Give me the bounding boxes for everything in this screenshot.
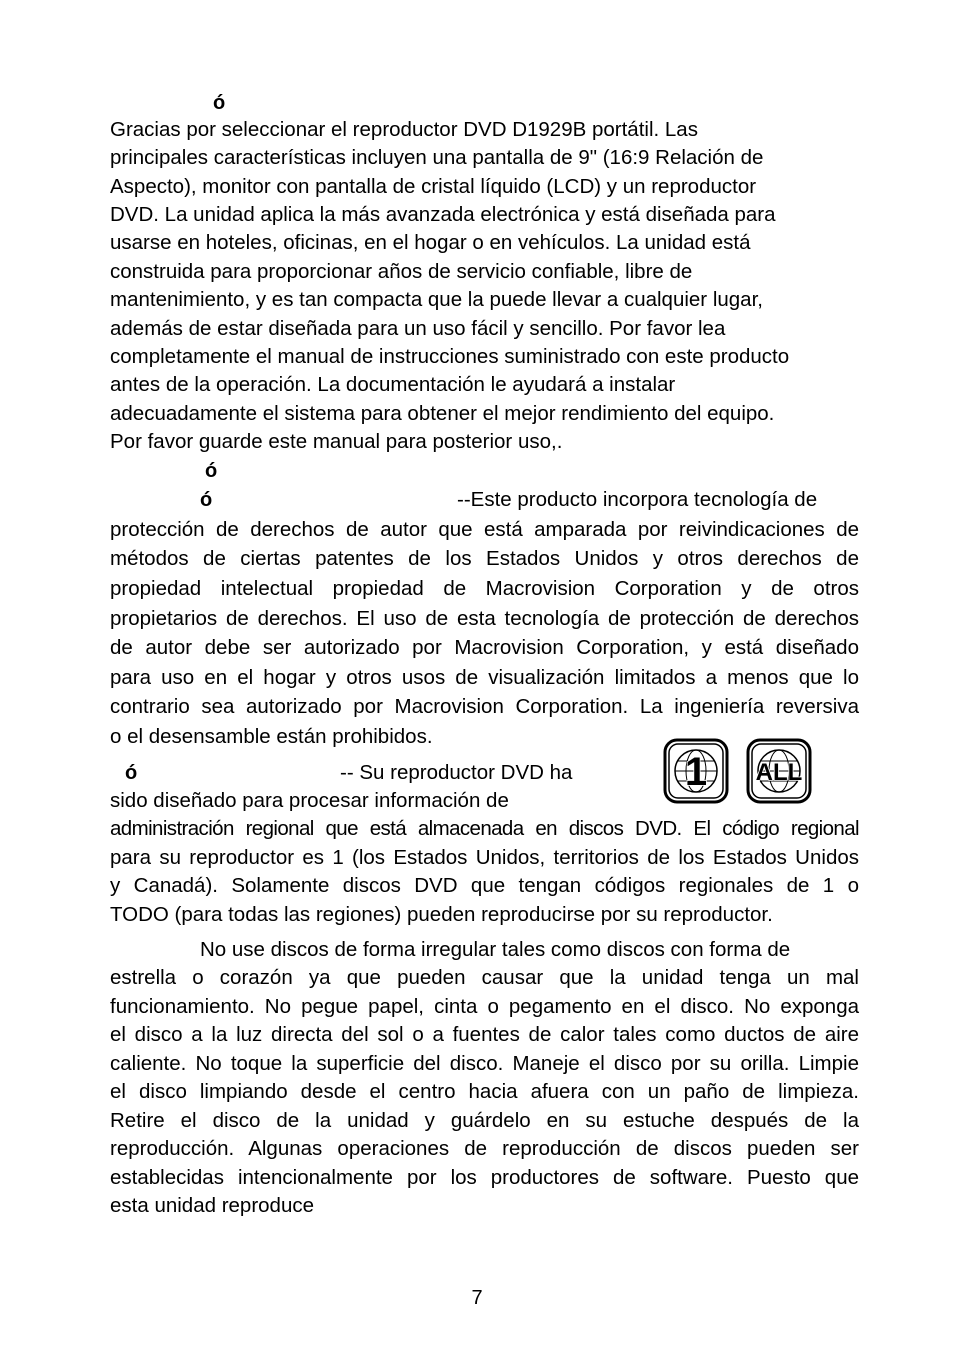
copyright-line: o el desensamble están prohibidos. <box>110 725 433 748</box>
intro-line: antes de la operación. La documentación le ayudará a instalar <box>110 373 676 396</box>
page-number: 7 <box>471 1287 483 1309</box>
region-first-line: -- Su reproductor DVD ha <box>340 761 573 784</box>
discs-line: caliente. No toque la superficie del disco. Maneje el disco por su orilla. Limpie <box>110 1052 859 1075</box>
copyright-line: propietarios de derechos. El uso de esta tecnología de protección de derechos <box>110 607 859 630</box>
discs-line: el disco limpiando desde el centro hacia afuera con un paño de limpieza. <box>110 1080 859 1103</box>
region-1-globe-icon <box>663 738 729 804</box>
region-line: administración regional que está almacenada en discos DVD. El código regional <box>110 817 859 840</box>
region-all-label: ALL <box>755 759 803 786</box>
copyright-first-line: --Este producto incorpora tecnología de <box>457 488 818 511</box>
copyright-line: métodos de ciertas patentes de los Estados Unidos y otros derechos de <box>110 547 859 570</box>
discs-first-line: No use discos de forma irregular tales como discos con forma de <box>200 938 791 961</box>
region-line: TODO (para todas las regiones) pueden reproducirse por su reproductor. <box>110 903 773 926</box>
region-heading: ó <box>125 762 138 784</box>
copyright-line: contrario sea autorizado por Macrovision Corporation. La ingeniería reversiva <box>110 695 859 718</box>
intro-line: mantenimiento, y es tan compacta que la puede llevar a cualquier lugar, <box>110 288 763 311</box>
region-all-globe-icon <box>746 738 812 804</box>
intro-line: usarse en hoteles, oficinas, en el hogar o en vehículos. La unidad está <box>110 231 751 254</box>
region-line: y Canadá). Solamente discos DVD que tengan códigos regionales de 1 o <box>110 874 859 897</box>
discs-line: esta unidad reproduce <box>110 1194 315 1217</box>
intro-line: Por favor guarde este manual para posterior uso,. <box>110 430 563 453</box>
intro-line: adecuadamente el sistema para obtener el mejor rendimiento del equipo. <box>110 402 775 425</box>
discs-line: establecidas intencionalmente por los productores de software. Puesto que <box>110 1166 859 1189</box>
intro-line: Aspecto), monitor con pantalla de cristal líquido (LCD) y un reproductor <box>110 175 757 198</box>
intro-line: principales características incluyen una pantalla de 9" (16:9 Relación de <box>110 146 764 169</box>
intro-line: además de estar diseñada para un uso fácil y sencillo. Por favor lea <box>110 317 726 340</box>
intro-heading: ó <box>213 92 226 114</box>
precautions-heading: ó <box>205 460 218 482</box>
copyright-line: de autor debe ser autorizado por Macrovision Corporation, y está diseñado <box>110 636 859 659</box>
intro-line: Gracias por seleccionar el reproductor DVD D1929B portátil. Las <box>110 118 698 141</box>
region-1-label: 1 <box>684 750 708 794</box>
intro-line: DVD. La unidad aplica la más avanzada electrónica y está diseñada para <box>110 203 776 226</box>
copyright-heading: ó <box>200 489 213 511</box>
region-second-line: sido diseñado para procesar información de <box>110 789 509 812</box>
discs-line: reproducción. Algunas operaciones de reproducción de discos pueden ser <box>110 1137 859 1160</box>
discs-line: estrella o corazón ya que pueden causar que la unidad tenga un mal <box>110 966 859 989</box>
discs-line: el disco a la luz directa del sol o a fuentes de calor tales como ductos de aire <box>110 1023 859 1046</box>
copyright-line: protección de derechos de autor que está amparada por reivindicaciones de <box>110 518 859 541</box>
discs-line: Retire el disco de la unidad y guárdelo en su estuche después de la <box>110 1109 859 1132</box>
discs-line: funcionamiento. No pegue papel, cinta o pegamento en el disco. No exponga <box>110 995 859 1018</box>
intro-line: construida para proporcionar años de servicio confiable, libre de <box>110 260 693 283</box>
intro-line: completamente el manual de instrucciones suministrado con este producto <box>110 345 790 368</box>
copyright-line: propiedad intelectual propiedad de Macrovision Corporation y de otros <box>110 577 859 600</box>
region-line: para su reproductor es 1 (los Estados Unidos, territorios de los Estados Unidos <box>110 846 859 869</box>
copyright-line: para uso en el hogar y otros usos de visualización limitados a menos que lo <box>110 666 859 689</box>
